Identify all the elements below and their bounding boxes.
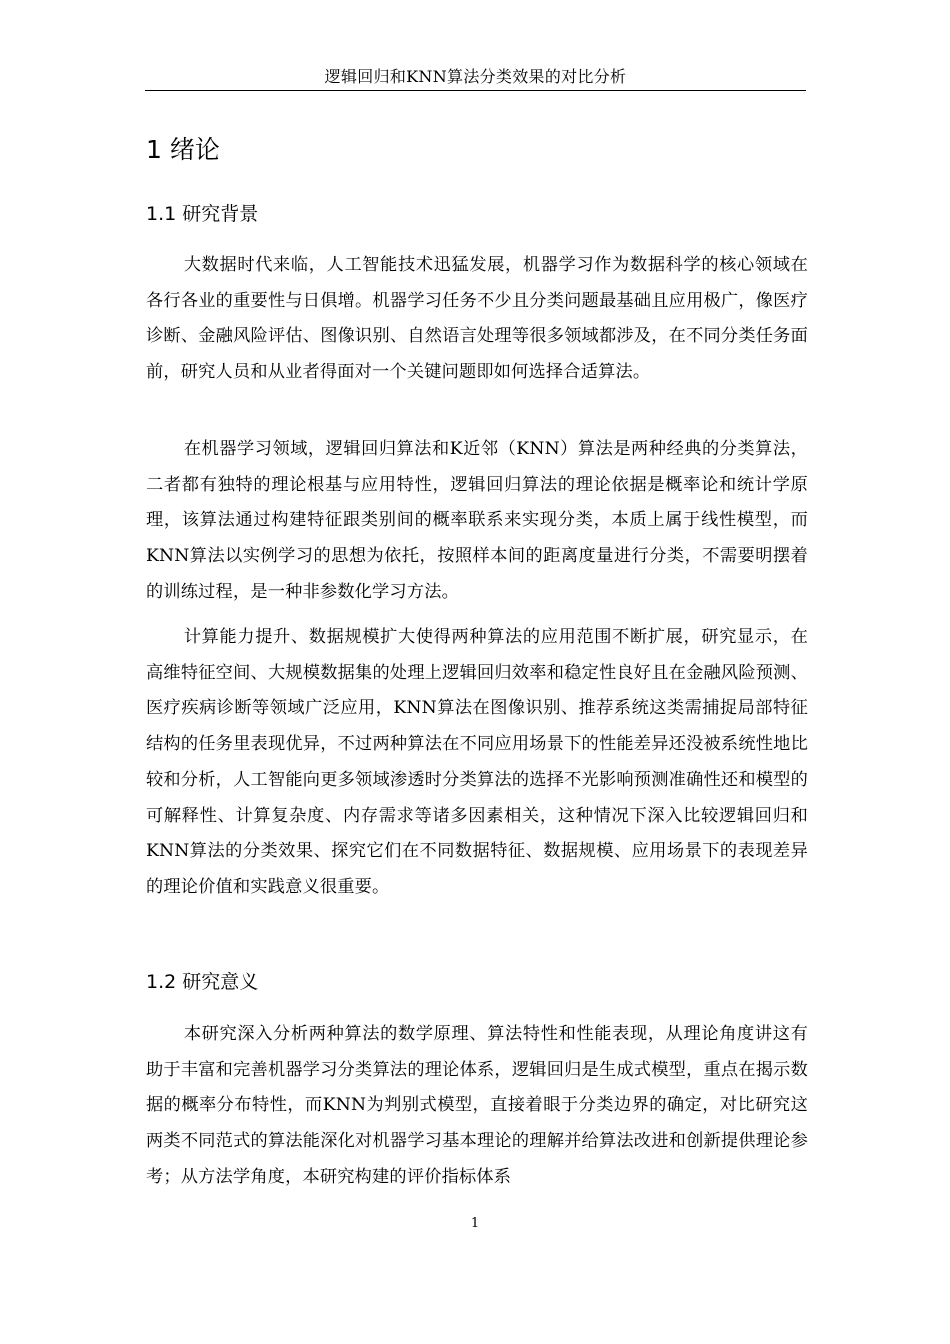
page-number: 1 xyxy=(470,1216,480,1231)
section-title-significance: 1.2 研究意义 xyxy=(146,971,259,993)
body-paragraph: 本研究深入分析两种算法的数学原理、算法特性和性能表现，从理论角度讲这有助于丰富和完善机器学习分类算法的理论体系，逻辑回归是生成式模型，重点在揭示数据的概率分布特性，而KNN为判别式模型，直接着眼于分类边界的确定，对比研究这两类不同范式的算法能深化对机器学习基本理论的理解并给算法改进和创新提供理论参考；从方法学角度，本研究构建的评价指标体系 xyxy=(146,1024,808,1187)
header-divider xyxy=(145,90,806,91)
chapter-title: 1 绪论 xyxy=(146,135,220,164)
running-header-title: 逻辑回归和KNN算法分类效果的对比分析 xyxy=(324,67,627,86)
section-title-background: 1.1 研究背景 xyxy=(146,203,259,225)
body-paragraph: 计算能力提升、数据规模扩大使得两种算法的应用范围不断扩展，研究显示，在高维特征空间、大规模数据集的处理上逻辑回归效率和稳定性良好且在金融风险预测、医疗疾病诊断等领域广泛应用，KNN算法在图像识别、推荐系统这类需捕捉局部特征结构的任务里表现优异，不过两种算法在不同应用场景下的性能差异还没被系统性地比较和分析，人工智能向更多领域渗透时分类算法的选择不光影响预测准确性还和模型的可解释性、计算复杂度、内存需求等诸多因素相关，这种情况下深入比较逻辑回归和KNN算法的分类效果、探究它们在不同数据特征、数据规模、应用场景下的表现差异的理论价值和实践意义很重要。 xyxy=(146,627,808,897)
body-paragraph: 在机器学习领域，逻辑回归算法和K近邻（KNN）算法是两种经典的分类算法，二者都有独特的理论根基与应用特性，逻辑回归算法的理论依据是概率论和统计学原理，该算法通过构建特征跟类别间的概率联系来实现分类，本质上属于线性模型，而KNN算法以实例学习的思想为依托，按照样本间的距离度量进行分类，不需要明摆着的训练过程，是一种非参数化学习方法。 xyxy=(146,439,808,602)
body-paragraph: 大数据时代来临，人工智能技术迅猛发展，机器学习作为数据科学的核心领域在各行各业的重要性与日俱增。机器学习任务不少且分类问题最基础且应用极广，像医疗诊断、金融风险评估、图像识别、自然语言处理等很多领域都涉及，在不同分类任务面前，研究人员和从业者得面对一个关键问题即如何选择合适算法。 xyxy=(146,255,808,383)
